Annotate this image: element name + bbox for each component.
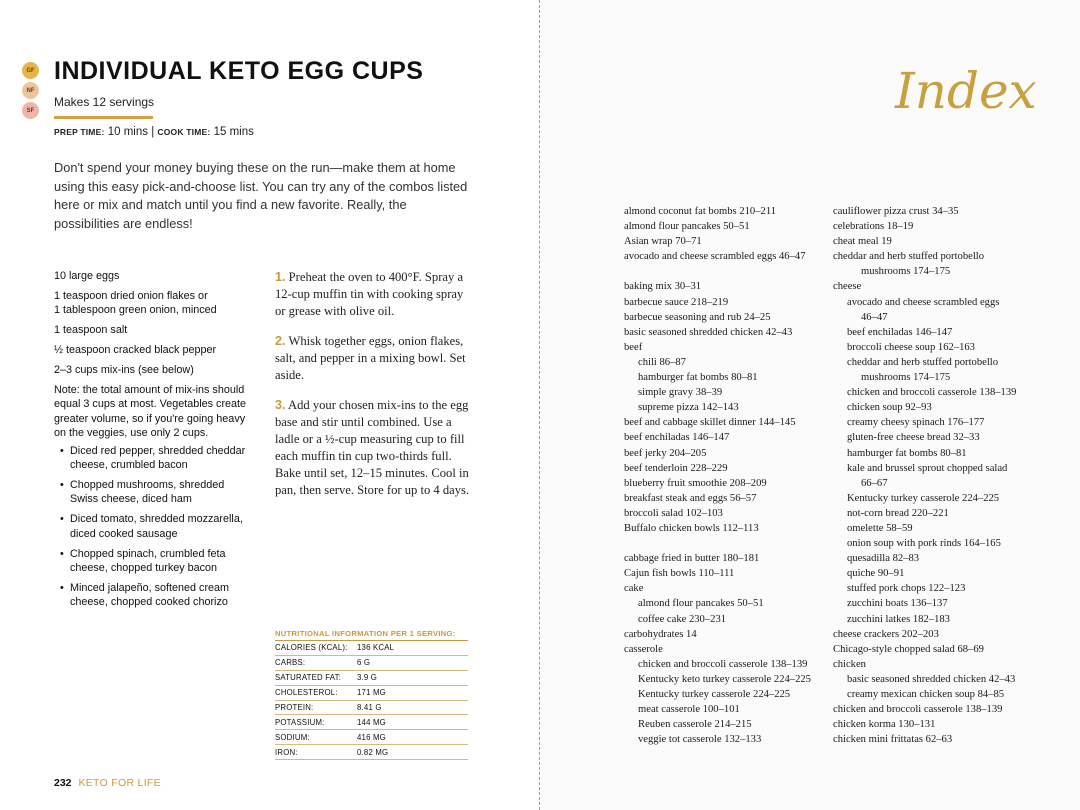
- index-entry: beef: [624, 341, 643, 353]
- index-entry: beef enchiladas 146–147: [624, 432, 730, 444]
- nutrient-label: POTASSIUM:: [275, 717, 325, 727]
- index-entry: chicken and broccoli casserole 138–139: [638, 658, 808, 670]
- page-footer: [54, 777, 161, 789]
- index-entry: broccoli cheese soup 162–163: [847, 341, 975, 353]
- index-column-2: [833, 204, 1043, 747]
- index-entry: Reuben casserole 214–215: [638, 719, 752, 731]
- index-entry: onion soup with pork rinds 164–165: [847, 538, 1001, 550]
- step-text: Add your chosen mix-ins to the egg base and stir until combined. Use a ladle or a ½-cup measuring cup to fill each muffin tin cup two-thirds full. Bake until set, 12–15 minutes. Cool in pan, then serve. Store for up to 4 days.: [275, 398, 470, 497]
- index-entry: barbecue sauce 218–219: [624, 296, 729, 308]
- index-gap: [624, 536, 834, 551]
- step-text: Preheat the oven to 400°F. Spray a 12-cup muffin tin with cooking spray or grease with olive oil.: [275, 270, 464, 318]
- index-entry: Kentucky turkey casserole 224–225: [847, 492, 1000, 504]
- nutrition-row: [275, 715, 468, 730]
- ingredient-text: 2–3 cups mix-ins (see below): [54, 364, 194, 377]
- nutrient-label: CALORIES (KCAL):: [275, 643, 348, 653]
- ingredient-text: 1 teaspoon dried onion flakes or: [54, 290, 208, 302]
- index-entry: basic seasoned shredded chicken 42–43: [624, 326, 793, 338]
- nutrition-row: [275, 745, 468, 760]
- ingredient-text: ½ teaspoon cracked black pepper: [54, 344, 217, 357]
- ingredient-text: 1 teaspoon salt: [54, 324, 128, 337]
- step-2: [275, 333, 470, 384]
- index-entry: cheat meal 19: [833, 236, 892, 248]
- book-title: KETO FOR LIFE: [78, 777, 161, 789]
- index-entry: broccoli salad 102–103: [624, 507, 723, 519]
- index-entry: cheddar and herb stuffed portobello: [833, 251, 985, 263]
- step-number: 2.: [275, 334, 286, 348]
- index-entry: hamburger fat bombs 80–81: [847, 447, 967, 459]
- index-entry: cake: [624, 583, 644, 595]
- index-entry: quesadilla 82–83: [847, 553, 920, 565]
- ingredient-text: 10 large eggs: [54, 270, 120, 282]
- index-entry: carbohydrates 14: [624, 628, 697, 640]
- nutrition-row: [275, 730, 468, 745]
- nutrient-label: SODIUM:: [275, 732, 310, 742]
- index-entry: beef jerky 204–205: [624, 447, 707, 459]
- servings: Makes 12 servings: [54, 95, 155, 109]
- index-entry: stuffed pork chops 122–123: [847, 583, 966, 595]
- index-entry: chicken korma 130–131: [833, 719, 936, 731]
- recipe-title: INDIVIDUAL KETO EGG CUPS: [54, 57, 424, 85]
- prep-time-label: PREP TIME:: [54, 127, 105, 137]
- prep-cook-times: [54, 126, 254, 138]
- index-entry: beef enchiladas 146–147: [847, 326, 953, 338]
- index-gap: [624, 264, 834, 279]
- nutrition-row: [275, 656, 468, 671]
- index-entry: omelette 58–59: [847, 522, 913, 534]
- nutrient-value: 6 G: [357, 658, 371, 668]
- index-entry: almond flour pancakes 50–51: [624, 221, 750, 233]
- nutrition-row: [275, 671, 468, 686]
- nutrition-row: [275, 701, 468, 716]
- index-entry: quiche 90–91: [847, 568, 905, 580]
- ingredient: [54, 343, 254, 357]
- index-entry: cheese: [833, 281, 862, 293]
- index-entry: chicken mini frittatas 62–63: [833, 734, 953, 746]
- index-entry: blueberry fruit smoothie 208–209: [624, 477, 767, 489]
- page-gutter: [539, 0, 540, 810]
- ingredient: [54, 289, 254, 317]
- index-entry: cauliflower pizza crust 34–35: [833, 206, 959, 217]
- nutrient-value: 3.9 G: [357, 673, 378, 683]
- nutrition-table: [275, 629, 468, 760]
- index-entry: celebrations 18–19: [833, 221, 914, 233]
- nutrient-label: CARBS:: [275, 658, 306, 668]
- index-entry: almond coconut fat bombs 210–211: [624, 206, 777, 217]
- instructions: [275, 269, 470, 512]
- nutrition-row: [275, 686, 468, 701]
- index-entry: creamy cheesy spinach 176–177: [847, 417, 985, 429]
- index-column-1: [624, 204, 834, 747]
- time-separator: |: [151, 126, 155, 138]
- nutrient-value: 136 KCAL: [357, 643, 395, 653]
- index-entry: Kentucky keto turkey casserole 224–225: [638, 673, 811, 685]
- nutrient-value: 144 MG: [357, 717, 386, 727]
- index-entry: Kentucky turkey casserole 224–225: [638, 689, 791, 700]
- nutrient-label: SATURATED FAT:: [275, 673, 342, 683]
- diet-badges: [22, 62, 40, 122]
- index-entry: meat casserole 100–101: [638, 704, 740, 716]
- index-entry: Cajun fish bowls 110–111: [624, 568, 735, 580]
- index-entry: gluten-free cheese bread 32–33: [847, 432, 980, 444]
- recipe-intro: Don't spend your money buying these on the run—make them at home using this easy pick-and-choose list. You can try any of the combos listed here or mix and match until you find a new favorite. Really, the possibilities are endless!: [54, 160, 468, 231]
- step-text: Whisk together eggs, onion flakes, salt, and pepper in a mixing bowl. Set aside.: [275, 334, 466, 382]
- mixin-item: • Diced tomato, shredded mozzarella, diced cooked sausage: [54, 512, 254, 540]
- title-underline: [54, 116, 153, 119]
- index-entry: beef and cabbage skillet dinner 144–145: [624, 417, 796, 429]
- prep-time-value: 10 mins: [107, 126, 148, 138]
- index-entry: veggie tot casserole 132–133: [638, 734, 762, 746]
- index-entry: not-corn bread 220–221: [847, 507, 949, 519]
- index-entry: chicken and broccoli casserole 138–139: [847, 387, 1017, 399]
- step-3: [275, 397, 470, 499]
- index-entry: hamburger fat bombs 80–81: [638, 372, 758, 384]
- index-title: Index: [895, 62, 1037, 120]
- mixin-item: • Diced red pepper, shredded cheddar cheese, crumbled bacon: [54, 444, 254, 472]
- index-entry: zucchini boats 136–137: [847, 598, 948, 610]
- index-entry: avocado and cheese scrambled eggs: [847, 296, 1000, 308]
- index-entry: casserole: [624, 643, 663, 655]
- index-entry: kale and brussel sprout chopped salad: [847, 462, 1008, 474]
- index-entry: mushrooms 174–175: [861, 372, 951, 384]
- index-entry: simple gravy 38–39: [638, 387, 723, 399]
- index-entry: Asian wrap 70–71: [624, 236, 702, 248]
- sugar-free-badge: SF: [22, 102, 39, 119]
- ingredient: [54, 269, 254, 283]
- ingredients-list: [54, 269, 254, 615]
- nutrient-value: 8.41 G: [357, 703, 382, 712]
- index-entry: cheddar and herb stuffed portobello: [847, 356, 999, 368]
- gluten-free-badge: GF: [22, 62, 39, 79]
- ingredient-text: 1 tablespoon green onion, minced: [54, 304, 217, 317]
- index-entry: Chicago-style chopped salad 68–69: [833, 643, 984, 655]
- index-entry: chicken: [833, 658, 866, 670]
- step-number: 1.: [275, 270, 286, 284]
- index-entry: chili 86–87: [638, 356, 686, 368]
- index-entry: basic seasoned shredded chicken 42–43: [847, 673, 1016, 685]
- page-number: 232: [54, 777, 72, 789]
- nutrient-value: 171 MG: [357, 688, 386, 698]
- index-entry: cabbage fried in butter 180–181: [624, 553, 760, 565]
- index-entry: breakfast steak and eggs 56–57: [624, 492, 757, 504]
- index-entry: avocado and cheese scrambled eggs 46–47: [624, 251, 806, 263]
- nutrient-label: CHOLESTEROL:: [275, 688, 338, 698]
- step-number: 3.: [275, 398, 286, 412]
- index-entry: supreme pizza 142–143: [638, 402, 739, 414]
- cook-time-label: COOK TIME:: [157, 127, 211, 137]
- nutrition-row: [275, 641, 468, 656]
- ingredient: [54, 323, 254, 337]
- index-entry: cheese crackers 202–203: [833, 628, 939, 640]
- nutrient-value: 0.82 MG: [357, 747, 389, 757]
- index-entry: 46–47: [861, 311, 888, 323]
- index-entry: barbecue seasoning and rub 24–25: [624, 311, 771, 323]
- nutrition-title: NUTRITIONAL INFORMATION PER 1 SERVING:: [275, 629, 468, 641]
- nutrient-value: 416 MG: [357, 732, 386, 742]
- index-entry: creamy mexican chicken soup 84–85: [847, 689, 1005, 700]
- nutrient-label: IRON:: [275, 747, 298, 757]
- index-entry: baking mix 30–31: [624, 281, 702, 293]
- index-entry: chicken and broccoli casserole 138–139: [833, 704, 1003, 716]
- mixin-item: • Minced jalapeño, softened cream cheese, chopped cooked chorizo: [54, 581, 254, 609]
- ingredient: [54, 363, 254, 377]
- index-entry: mushrooms 174–175: [861, 266, 951, 278]
- nutrient-label: PROTEIN:: [275, 703, 314, 712]
- mixins-list: [54, 444, 254, 609]
- step-1: [275, 269, 470, 320]
- mixin-item: • Chopped spinach, crumbled feta cheese, chopped turkey bacon: [54, 547, 254, 575]
- mixins-note: Note: the total amount of mix-ins should equal 3 cups at most. Vegetables create greater volume, so if you're going heavy on the veggies, use only 2 cups.: [54, 384, 247, 439]
- index-entry: Buffalo chicken bowls 112–113: [624, 522, 759, 534]
- index-entry: 66–67: [861, 477, 888, 489]
- nut-free-badge: NF: [22, 82, 39, 99]
- cook-time-value: 15 mins: [213, 126, 254, 138]
- mixin-item: • Chopped mushrooms, shredded Swiss cheese, diced ham: [54, 478, 254, 506]
- index-entry: zucchini latkes 182–183: [847, 613, 950, 625]
- index-entry: beef tenderloin 228–229: [624, 462, 728, 474]
- index-entry: almond flour pancakes 50–51: [638, 598, 764, 610]
- index-entry: coffee cake 230–231: [638, 613, 727, 625]
- index-entry: chicken soup 92–93: [847, 402, 932, 414]
